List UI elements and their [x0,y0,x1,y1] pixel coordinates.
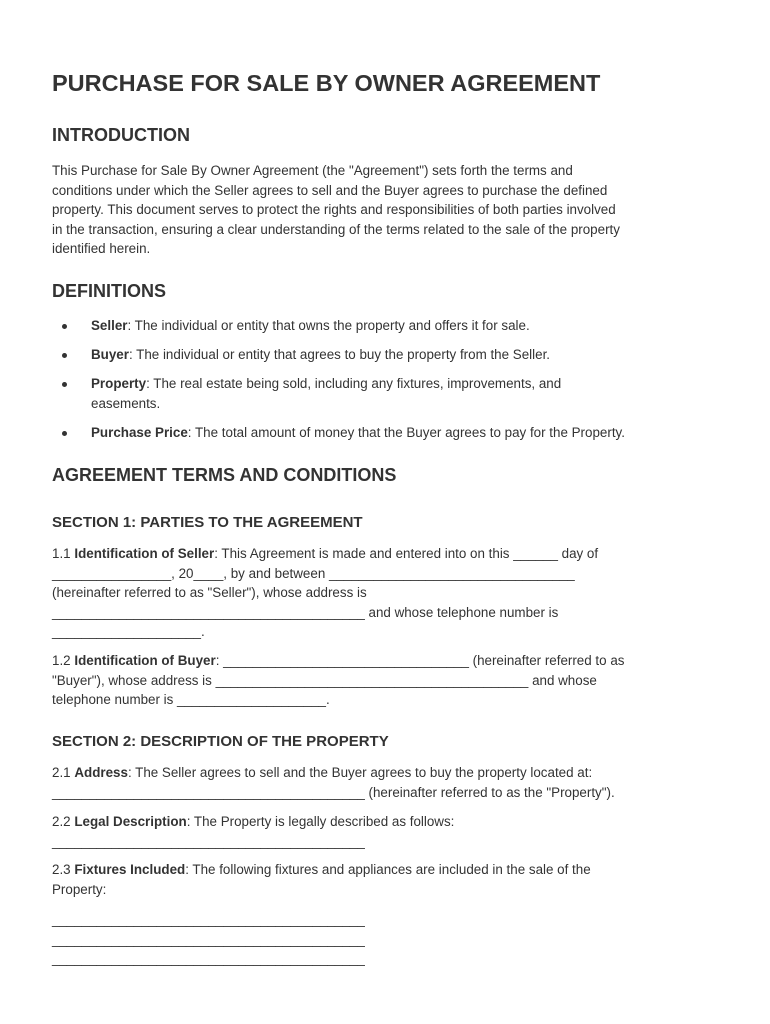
definition-text: easements. [91,395,161,411]
definition-term: Property [91,376,147,391]
clause-text: __________________________________________ and whose telephone number is [52,604,559,620]
clause-text: (hereinafter referred to as "Seller"), whose address is [52,585,367,601]
clause-text: ________________, 20____, by and between _________________________________ [52,565,575,581]
introduction-paragraph [52,161,722,259]
section-2-heading: SECTION 2: DESCRIPTION OF THE PROPERTY [52,733,389,750]
clause-text: telephone number is ____________________. [52,692,330,708]
clause-text: ____________________. [52,624,205,640]
definition-text: : The individual or entity that owns the property and offers it for sale. [127,318,530,333]
bullet-icon [62,431,67,436]
definition-term: Purchase Price [91,425,188,440]
blank-line: __________________________________________ [52,931,365,947]
bullet-icon [62,382,67,387]
clause-text: : The Seller agrees to sell and the Buyer agrees to buy the property located at: [127,765,593,780]
introduction-line: property. This document serves to protect the rights and responsibilities of both parties involved [52,202,616,218]
clause-2-2 [52,812,722,851]
definition-item-property [91,374,721,413]
clause-term: Identification of Seller [74,546,215,561]
clause-number: 1.1 [52,546,75,561]
blank-line: __________________________________________ [52,912,365,927]
clause-number: 2.1 [52,765,75,780]
clause-1-1 [52,544,722,642]
definition-text: : The individual or entity that agrees to buy the property from the Seller. [128,347,551,362]
clause-text: : The following fixtures and appliances are included in the sale of the [185,862,591,877]
introduction-line: This Purchase for Sale By Owner Agreement (the "Agreement") sets forth the terms and [52,163,573,178]
definition-item-buyer [91,345,721,365]
clause-text: : This Agreement is made and entered into on this ______ day of [214,546,599,561]
blank-line: __________________________________________ [52,951,365,967]
clause-number: 2.2 [52,814,75,829]
clause-number: 1.2 [52,653,75,668]
agreement-terms-heading: AGREEMENT TERMS AND CONDITIONS [52,465,397,485]
clause-number: 2.3 [52,862,75,877]
definition-item-purchase-price [91,423,721,443]
introduction-line: in the transaction, ensuring a clear understanding of the terms related to the sale of the property [52,221,620,237]
clause-text: __________________________________________ (hereinafter referred to as the "Property"). [52,784,615,800]
definition-term: Buyer [91,347,129,362]
clause-text: Property: [52,881,107,897]
clause-2-1 [52,763,722,802]
introduction-line: identified herein. [52,241,151,257]
introduction-heading: INTRODUCTION [52,125,190,145]
definition-text: : The total amount of money that the Buyer agrees to pay for the Property. [187,425,625,440]
definitions-heading: DEFINITIONS [52,281,167,301]
clause-2-3 [52,860,722,899]
clause-term: Fixtures Included [74,862,186,877]
definition-term: Seller [91,318,128,333]
document-title: PURCHASE FOR SALE BY OWNER AGREEMENT [52,70,601,96]
clause-text: : _________________________________ (hereinafter referred to as [215,653,625,668]
section-1-heading: SECTION 1: PARTIES TO THE AGREEMENT [52,514,363,531]
definition-item-seller [91,316,721,336]
introduction-line: conditions under which the Seller agrees to sell and the Buyer agrees to purchase the defined [52,182,608,198]
definition-text: : The real estate being sold, including any fixtures, improvements, and [146,376,562,391]
fixtures-blank-lines [52,910,722,969]
clause-1-2 [52,651,722,710]
clause-text: : The Property is legally described as follows: [186,814,455,829]
clause-term: Identification of Buyer [74,653,216,668]
bullet-icon [62,324,67,329]
clause-text: "Buyer"), whose address is __________________________________________ and whose [52,672,597,688]
clause-text: __________________________________________ [52,833,365,849]
clause-term: Address [74,765,128,780]
bullet-icon [62,353,67,358]
clause-term: Legal Description [74,814,187,829]
